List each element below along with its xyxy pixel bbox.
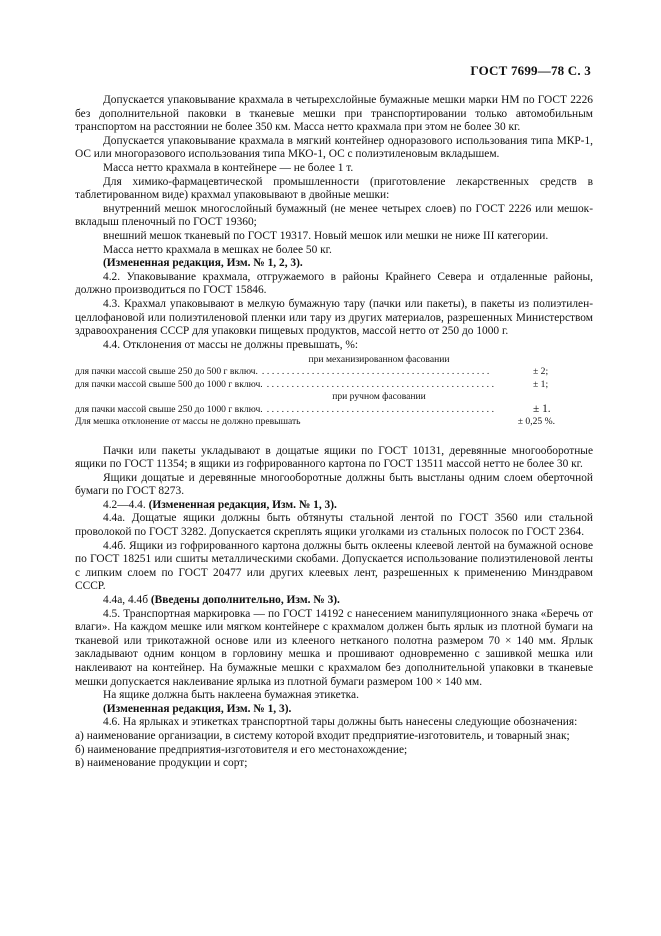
bag-deviation-label: Для мешка отклонение от массы не должно превышать <box>75 416 301 428</box>
dot-leader: .............................................. <box>261 366 492 378</box>
clause-4-4a: 4.4а. Дощатые ящики должны быть обтянуты стальной лентой по ГОСТ 3560 или стальной проволокой по ГОСТ 3282. Допускается скреплять ящики уголками из стальных полосок по ГОСТ 2364. <box>75 512 593 539</box>
amendment-ref: 4.4а, 4.4б <box>103 594 151 607</box>
clause-4-5: 4.5. Транспортная маркировка — по ГОСТ 14192 с нанесением манипуляционного знака «Беречь от влаги». На каждом мешке или мягком контейнере с крахмалом должен быть ярлык из плотной бумаги на тканевой или трикотажной основе или из клееного нетканого полотна размером 70 × 140 мм. Ярлык закладывают одним концом в горловину мешка и прошивают одновременно с зашивкой мешка или наклеивают на контейнер. На бумажные мешки с крахмалом без дополнительной упаковки в тканевые мешки допускается наклеивание ярлыка из плотной бумаги размером 100 × 140 мм. <box>75 607 593 688</box>
paragraph-boxes: Пачки или пакеты укладывают в дощатые ящики по ГОСТ 10131, деревянные многооборотные ящики по ГОСТ 11354; в ящики из гофрированного картона по ГОСТ 13511 массой нетто не более 30 кг. <box>75 444 593 471</box>
row-label: для пачки массой свыше 250 до 1000 г включ. <box>75 404 263 416</box>
mechanized-title: при механизированном фасовании <box>308 354 450 366</box>
amendment-note-4-2-4-4 <box>75 499 593 513</box>
list-item: б) наименование предприятия-изготовителя и его местонахождение; <box>75 743 408 756</box>
paragraph-pharma: Для химико-фармацевтической промышленности (приготовление лекарственных средств в таблетированном виде) крахмал упаковывают в двойные мешки: <box>75 175 593 202</box>
paragraph-box-lining: Ящики дощатые и деревянные многооборотные должны быть выстланы одним слоем оберточной бумаги по ГОСТ 8273. <box>75 471 593 498</box>
table-row <box>75 403 593 416</box>
clause-4-3: 4.3. Крахмал упаковывают в мелкую бумажную тару (пачки или пакеты), в пакеты из полиэтилен-целлофановой или полиэтиленовой пленки или тару из других материалов, разрешенных Министерством здравоохранения СССР для упаковки пищевых продуктов, массой нетто от 250 до 1000 г. <box>75 297 593 338</box>
amendment-note: (Измененная редакция, Изм. № 1, 2, 3). <box>103 257 303 270</box>
dot-leader: .............................................. <box>266 378 497 390</box>
amendment-note-4-4a <box>75 594 593 608</box>
row-value: ± 1. <box>533 403 551 416</box>
manual-title: при ручном фасовании <box>332 390 426 402</box>
paragraph-paper-bags: Допускается упаковывание крахмала в четырехслойные бумажные мешки марки НМ по ГОСТ 2226 без дополнительной паковки в тканевые мешки при транспортировании только автомобильным транспортом на расстоянии не более 350 км. Масса нетто крахмала при этом не более 30 кг. <box>75 94 593 134</box>
row-label: для пачки массой свыше 500 до 1000 г включ. <box>75 378 263 390</box>
document-body <box>75 94 593 771</box>
table-row <box>75 379 593 391</box>
dot-leader: .............................................. <box>266 404 497 416</box>
amendment-note-4-5: (Измененная редакция, Изм. № 1, 3). <box>103 702 292 715</box>
paragraph-container-mass: Масса нетто крахмала в контейнере — не более 1 т. <box>103 161 354 174</box>
deviation-table <box>75 354 593 428</box>
list-item: в) наименование продукции и сорт; <box>75 757 248 770</box>
paragraph-inner-bag: внутренний мешок многослойный бумажный (не менее четырех слоев) по ГОСТ 2226 или мешок-вкладыш пленочный по ГОСТ 19360; <box>75 202 593 229</box>
amendment-text: (Введены дополнительно, Изм. № 3). <box>150 594 340 607</box>
paragraph-soft-container: Допускается упаковывание крахмала в мягкий контейнер одноразового использования типа МКР-1, ОС или многоразового использования типа МКО-1, ОС с полиэтиленовым вкладышем. <box>75 134 593 161</box>
clause-4-4: 4.4. Отклонения от массы не должны превышать, %: <box>103 338 359 351</box>
page-header: ГОСТ 7699—78 С. 3 <box>470 63 591 78</box>
row-value: ± 1; <box>533 378 549 390</box>
clause-4-2: 4.2. Упаковывание крахмала, отгружаемого в районы Крайнего Севера и отдаленные районы, должно производиться по ГОСТ 15846. <box>75 270 593 297</box>
amendment-ref: 4.2—4.4. <box>103 498 149 511</box>
paragraph-box-label: На ящике должна быть наклеена бумажная этикетка. <box>103 689 359 702</box>
amendment-text: (Измененная редакция, Изм. № 1, 3). <box>148 498 337 511</box>
table-row <box>75 366 593 378</box>
paragraph-bag-mass: Масса нетто крахмала в мешках не более 50 кг. <box>103 243 332 256</box>
marking-list <box>75 730 593 771</box>
bag-deviation <box>75 416 593 428</box>
row-label: для пачки массой свыше 250 до 500 г включ. <box>75 366 258 378</box>
bag-deviation-value: ± 0,25 %. <box>517 416 555 428</box>
clause-4-6: 4.6. На ярлыках и этикетках транспортной тары должны быть нанесены следующие обозначения: <box>103 716 578 729</box>
row-value: ± 2; <box>533 366 549 378</box>
list-item: а) наименование организации, в систему которой входит предприятие-изготовитель, и товарный знак; <box>75 729 570 742</box>
paragraph-outer-bag: внешний мешок тканевый по ГОСТ 19317. Новый мешок или мешки не ниже III категории. <box>103 229 549 242</box>
clause-4-4b: 4.4б. Ящики из гофрированного картона должны быть оклеены клеевой лентой на бумажной основе по ГОСТ 18251 или сшиты металлическими скобами. Допускается использование полиэтиленовой ленты с липким слоем по ГОСТ 20477 или других клеевых лент, разрешенных к применению Минздравом СССР. <box>75 539 593 593</box>
